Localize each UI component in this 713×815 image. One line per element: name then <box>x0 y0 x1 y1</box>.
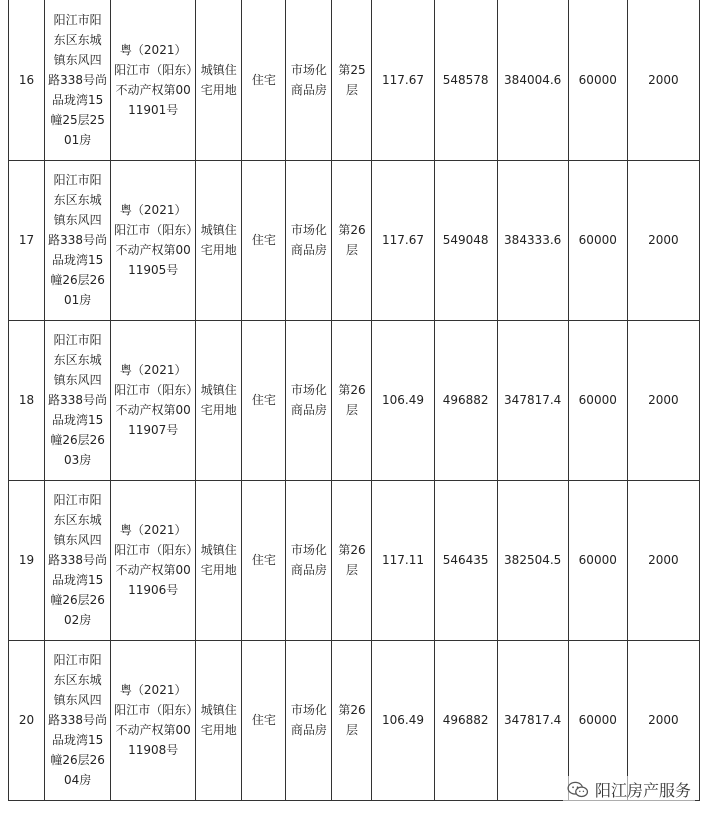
property-nature-cell: 市场化商品房 <box>286 640 332 800</box>
watermark-text: 阳江房产服务 <box>594 781 691 800</box>
usage-cell: 住宅 <box>242 160 286 320</box>
deposit-cell: 60000 <box>568 160 627 320</box>
bid-increment-cell: 2000 <box>627 0 699 160</box>
usage-cell: 住宅 <box>242 480 286 640</box>
property-nature-cell: 市场化商品房 <box>286 0 332 160</box>
bid-increment-cell: 2000 <box>627 480 699 640</box>
row-number: 17 <box>9 160 45 320</box>
floor-cell: 第26层 <box>332 320 372 480</box>
area-cell: 117.67 <box>372 160 434 320</box>
area-cell: 117.11 <box>372 480 434 640</box>
usage-cell: 住宅 <box>242 320 286 480</box>
starting-price-cell: 347817.4 <box>497 640 568 800</box>
deposit-cell: 60000 <box>568 640 627 800</box>
evaluation-price-cell: 549048 <box>434 160 497 320</box>
property-nature-cell: 市场化商品房 <box>286 160 332 320</box>
table-row <box>9 320 700 480</box>
table-row <box>9 160 700 320</box>
certificate-cell: 粤（2021）阳江市（阳东）不动产权第0011905号 <box>111 160 196 320</box>
starting-price-cell: 384004.6 <box>497 0 568 160</box>
deposit-cell: 60000 <box>568 480 627 640</box>
floor-cell: 第25层 <box>332 0 372 160</box>
row-number: 20 <box>9 640 45 800</box>
table-row <box>9 480 700 640</box>
bid-increment-cell: 2000 <box>627 160 699 320</box>
area-cell: 106.49 <box>372 320 434 480</box>
address-cell: 阳江市阳东区东城镇东风四路338号尚品珑湾15幢26层2601房 <box>45 160 111 320</box>
evaluation-price-cell: 548578 <box>434 0 497 160</box>
certificate-cell: 粤（2021）阳江市（阳东）不动产权第0011908号 <box>111 640 196 800</box>
certificate-cell: 粤（2021）阳江市（阳东）不动产权第0011906号 <box>111 480 196 640</box>
bid-increment-cell: 2000 <box>627 320 699 480</box>
property-nature-cell: 市场化商品房 <box>286 320 332 480</box>
starting-price-cell: 382504.5 <box>497 480 568 640</box>
starting-price-cell: 347817.4 <box>497 320 568 480</box>
evaluation-price-cell: 496882 <box>434 320 497 480</box>
deposit-cell: 60000 <box>568 0 627 160</box>
area-cell: 106.49 <box>372 640 434 800</box>
certificate-cell: 粤（2021）阳江市（阳东）不动产权第0011901号 <box>111 0 196 160</box>
starting-price-cell: 384333.6 <box>497 160 568 320</box>
table-body <box>9 0 700 800</box>
address-cell: 阳江市阳东区东城镇东风四路338号尚品珑湾15幢25层2501房 <box>45 0 111 160</box>
deposit-cell: 60000 <box>568 320 627 480</box>
evaluation-price-cell: 546435 <box>434 480 497 640</box>
table-row <box>9 0 700 160</box>
property-nature-cell: 市场化商品房 <box>286 480 332 640</box>
floor-cell: 第26层 <box>332 480 372 640</box>
land-use-cell: 城镇住宅用地 <box>196 320 242 480</box>
watermark <box>563 776 695 803</box>
land-use-cell: 城镇住宅用地 <box>196 640 242 800</box>
evaluation-price-cell: 496882 <box>434 640 497 800</box>
certificate-cell: 粤（2021）阳江市（阳东）不动产权第0011907号 <box>111 320 196 480</box>
address-cell: 阳江市阳东区东城镇东风四路338号尚品珑湾15幢26层2604房 <box>45 640 111 800</box>
address-cell: 阳江市阳东区东城镇东风四路338号尚品珑湾15幢26层2603房 <box>45 320 111 480</box>
floor-cell: 第26层 <box>332 640 372 800</box>
area-cell: 117.67 <box>372 0 434 160</box>
land-use-cell: 城镇住宅用地 <box>196 480 242 640</box>
land-use-cell: 城镇住宅用地 <box>196 160 242 320</box>
bid-increment-cell: 2000 <box>627 640 699 800</box>
row-number: 18 <box>9 320 45 480</box>
land-use-cell: 城镇住宅用地 <box>196 0 242 160</box>
floor-cell: 第26层 <box>332 160 372 320</box>
property-auction-table <box>8 0 700 801</box>
usage-cell: 住宅 <box>242 640 286 800</box>
row-number: 16 <box>9 0 45 160</box>
address-cell: 阳江市阳东区东城镇东风四路338号尚品珑湾15幢26层2602房 <box>45 480 111 640</box>
wechat-icon <box>567 781 589 799</box>
usage-cell: 住宅 <box>242 0 286 160</box>
row-number: 19 <box>9 480 45 640</box>
